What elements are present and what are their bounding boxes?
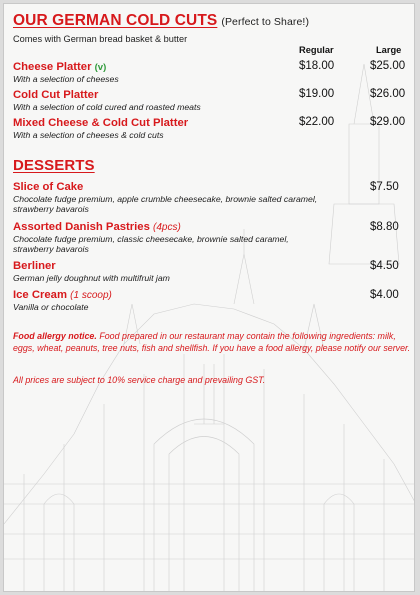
menu-item-ice-cream (13, 289, 363, 312)
item-description: Vanilla or chocolate (13, 302, 89, 312)
price-regular: $22.00 (299, 116, 335, 128)
item-name: Mixed Cheese & Cold Cut Platter (13, 117, 189, 129)
item-description: strawberry bavarois (13, 204, 89, 214)
desserts-title: DESSERTS (13, 157, 95, 174)
vegetarian-tag: (v) (94, 62, 107, 73)
menu-item-slice-of-cake (13, 181, 363, 214)
allergy-label: Food allergy notice. (13, 331, 97, 341)
menu-item-danish-pastries (13, 221, 363, 254)
price: $7.50 (370, 181, 399, 193)
item-description: German jelly doughnut with multifruit jam (13, 273, 170, 283)
item-name: Slice of Cake (13, 181, 84, 193)
column-header-large: Large (376, 45, 402, 55)
allergy-text: Food prepared in our restaurant may contain the following ingredients: milk, eggs, wheat, peanuts, tree nuts, fish and shellfish. If you have a food allergy, please notify our server. (13, 331, 411, 354)
item-name: Assorted Danish Pastries (13, 221, 150, 233)
item-description: strawberry bavarois (13, 244, 89, 254)
cold-cuts-note: (Perfect to Share!) (221, 16, 310, 28)
item-name: Berliner (13, 260, 56, 272)
price: $4.50 (370, 260, 399, 272)
item-name: Cold Cut Platter (13, 89, 99, 101)
item-qualifier: (4pcs) (153, 222, 181, 233)
price: $8.80 (370, 221, 399, 233)
item-description: With a selection of cheeses & cold cuts (13, 130, 164, 140)
price-large: $26.00 (370, 88, 406, 100)
item-qualifier: (1 scoop) (70, 290, 112, 301)
item-description: With a selection of cheeses (13, 74, 119, 84)
item-name: Cheese Platter (13, 61, 92, 73)
price-large: $25.00 (370, 60, 406, 72)
price-regular: $19.00 (299, 88, 335, 100)
item-description: With a selection of cold cured and roasted meats (13, 102, 201, 112)
item-description: Chocolate fudge premium, classic cheesecake, brownie salted caramel, (13, 234, 289, 244)
item-name: Ice Cream (13, 289, 68, 301)
price-large: $29.00 (370, 116, 406, 128)
price-regular: $18.00 (299, 60, 335, 72)
allergy-notice (13, 330, 411, 354)
item-description: Chocolate fudge premium, apple crumble cheesecake, brownie salted caramel, (13, 194, 318, 204)
cold-cuts-intro: Comes with German bread basket & butter (13, 34, 188, 44)
cold-cuts-heading (13, 12, 309, 30)
menu-page (3, 3, 415, 592)
service-charge-note: All prices are subject to 10% service charge and prevailing GST. (13, 375, 266, 385)
column-header-regular: Regular (299, 45, 334, 55)
price: $4.00 (370, 289, 399, 301)
cold-cuts-title: OUR GERMAN COLD CUTS (13, 12, 218, 29)
menu-item-berliner (13, 260, 363, 283)
